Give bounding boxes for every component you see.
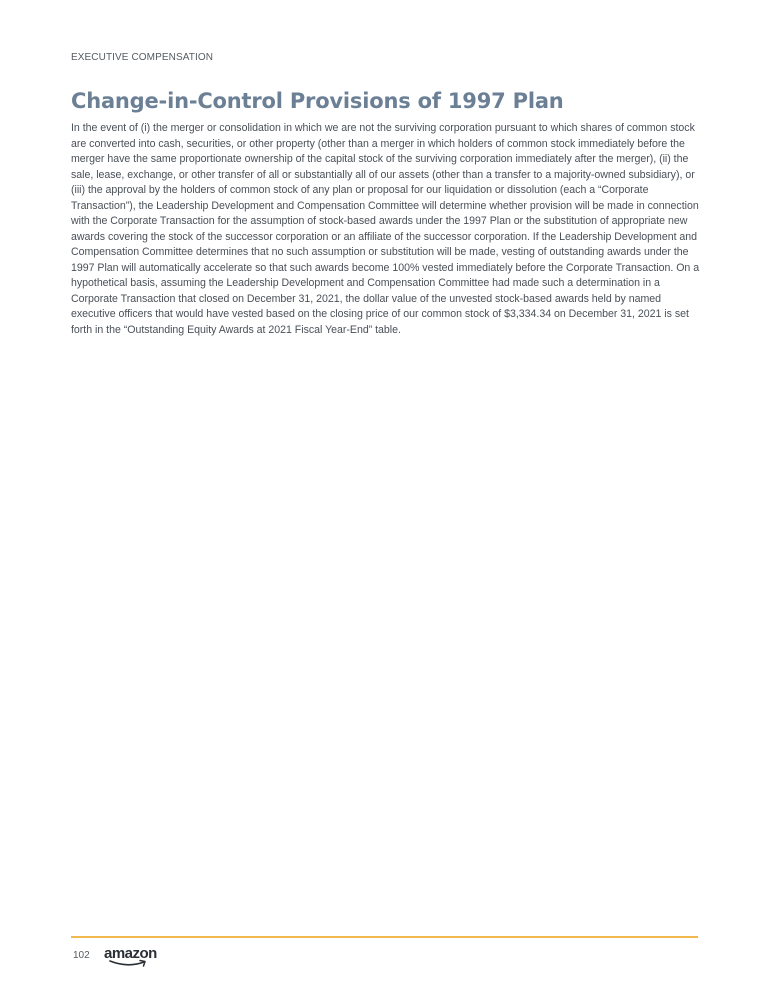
amazon-logo-wordmark: amazon	[104, 945, 157, 962]
section-header: EXECUTIVE COMPENSATION	[71, 52, 214, 63]
page-number: 102	[73, 950, 90, 961]
amazon-smile-icon	[108, 959, 150, 968]
amazon-logo	[104, 946, 164, 970]
footer-divider	[71, 936, 698, 938]
page-title: Change-in-Control Provisions of 1997 Plan	[71, 89, 564, 113]
body-paragraph: In the event of (i) the merger or consolidation in which we are not the surviving corporation pursuant to which shares of common stock are converted into cash, securities, or other property (other than a merger in which holders of common stock immediately before the merger have the same proportionate ownership of the capital stock of the surviving corporation immediately after the merger), (ii) the sale, lease, exchange, or other transfer of all or substantially all of our assets (other than a transfer to a majority-owned subsidiary), or (iii) the approval by the holders of common stock of any plan or proposal for our liquidation or dissolution (each a “Corporate Transaction”), the Leadership Development and Compensation Committee will determine whether provision will be made in connection with the Corporate Transaction for the assumption of stock-based awards under the 1997 Plan or the substitution of appropriate new awards covering the stock of the successor corporation or an affiliate of the successor corporation. If the Leadership Development and Compensation Committee determines that no such assumption or substitution will be made, vesting of outstanding awards under the 1997 Plan will automatically accelerate so that such awards become 100% vested immediately before the Corporate Transaction. On a hypothetical basis, assuming the Leadership Development and Compensation Committee had made such a determination in a Corporate Transaction that closed on December 31, 2021, the dollar value of the unvested stock-based awards held by named executive officers that would have vested based on the closing price of our common stock of $3,334.34 on December 31, 2021 is set forth in the “Outstanding Equity Awards at 2021 Fiscal Year-End” table.	[71, 122, 700, 336]
